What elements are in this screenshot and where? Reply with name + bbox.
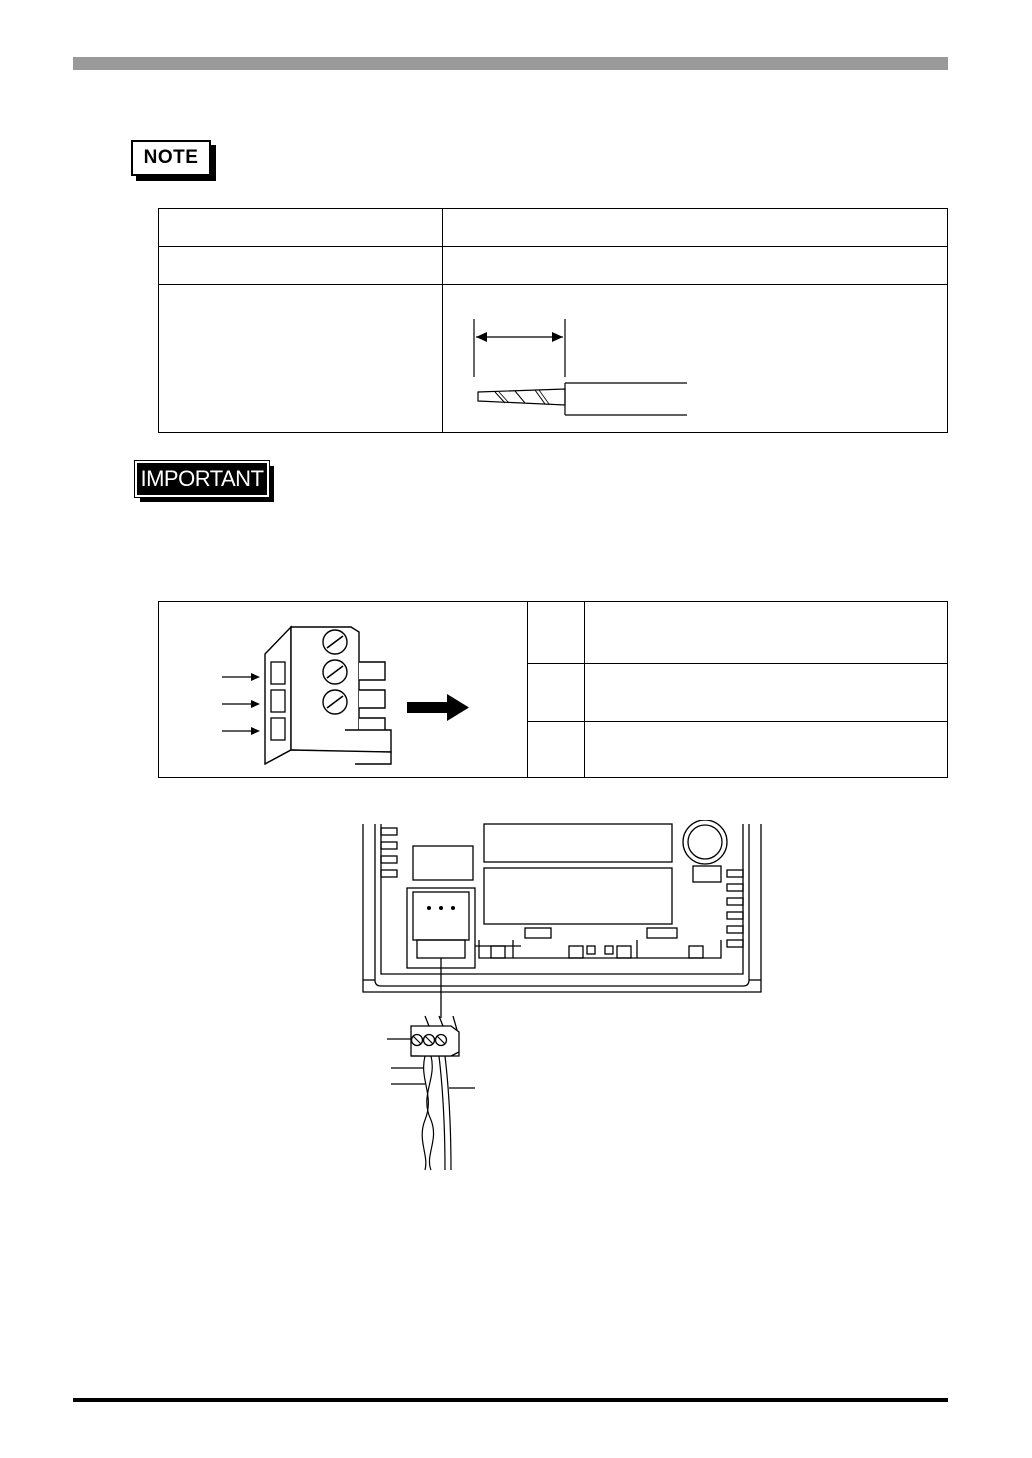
right-arrow-icon [407, 694, 469, 721]
table-cell [585, 664, 948, 721]
table-cell [159, 209, 443, 247]
connector-table [158, 601, 948, 778]
table-row [159, 285, 948, 433]
table-cell [443, 285, 948, 433]
device-rear-panel-icon [355, 820, 775, 1175]
table-row [159, 209, 948, 247]
table-row [159, 247, 948, 285]
wire-spec-table [158, 208, 948, 433]
table-cell [528, 721, 585, 777]
table-cell [528, 664, 585, 721]
table-cell [528, 602, 585, 664]
table-cell [443, 247, 948, 285]
table-cell [159, 247, 443, 285]
table-cell [585, 602, 948, 664]
important-badge: IMPORTANT [135, 461, 269, 497]
table-cell [443, 209, 948, 247]
footer-rule [73, 1398, 948, 1402]
three-pin-terminal-connector-icon [159, 602, 528, 777]
table-cell [159, 285, 443, 433]
header-rule [73, 57, 948, 70]
wire-strip-length-icon [443, 285, 948, 432]
table-row [159, 602, 948, 664]
plugged-connector-with-cable-icon [411, 1016, 459, 1056]
connector-illustration-cell [159, 602, 528, 778]
table-cell [585, 721, 948, 777]
note-badge: NOTE [131, 140, 211, 176]
